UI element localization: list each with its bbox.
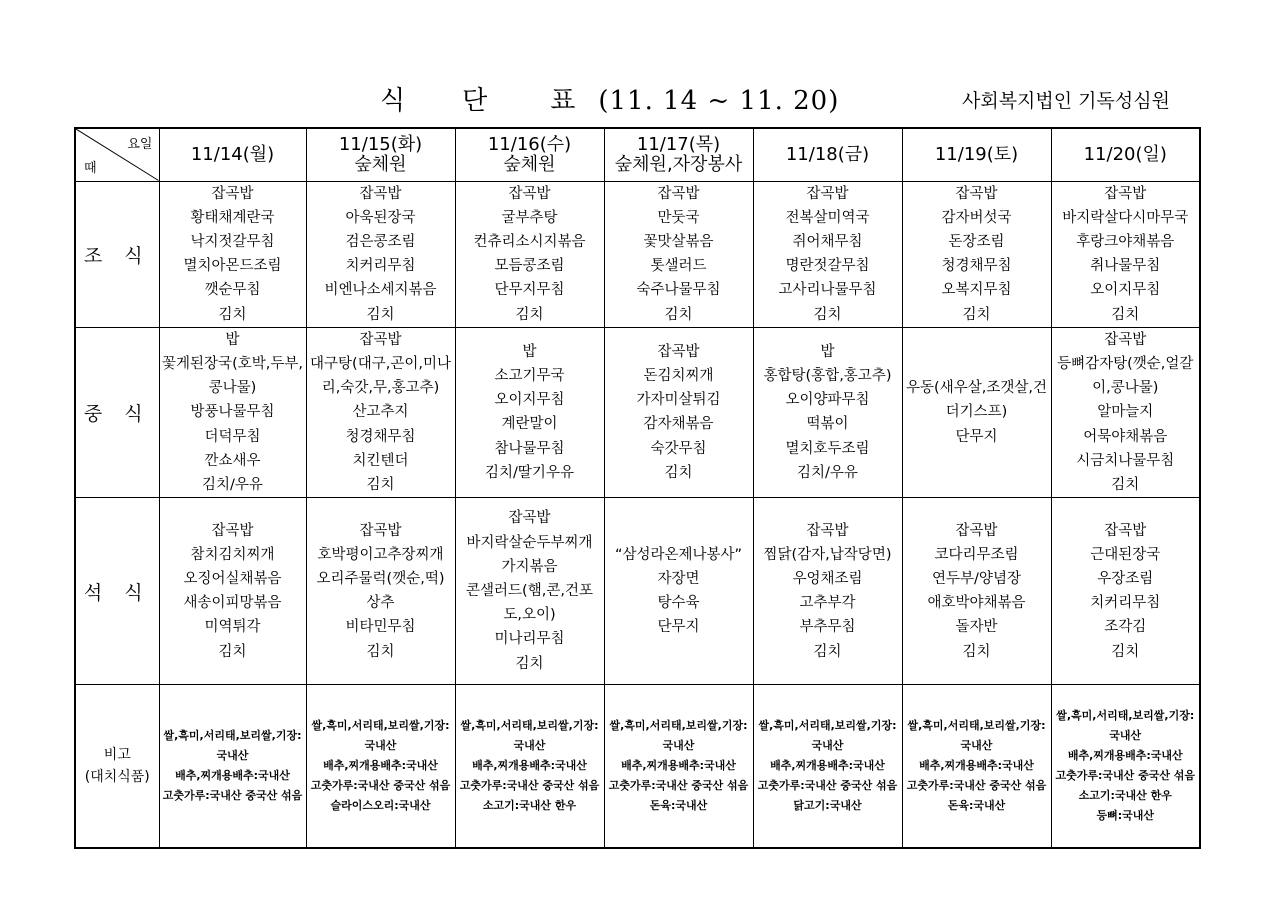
origin-note-cell [306,685,455,848]
menu-item: 검은콩조림 [345,233,416,250]
menu-cell [604,181,753,327]
meal-label-lunch: 중 식 [75,327,159,497]
origin-note: 소고기:국내산 한우 [1078,788,1172,802]
header-row [75,128,1200,181]
menu-cell [159,181,306,327]
origin-note: 쌀,흑미,서리태,보리쌀,기장:국내산 [609,718,748,752]
menu-item: 깐쇼새우 [204,452,261,469]
day-header: 11/17(목) 숲체원,자장봉사 [604,128,753,181]
day-header: 11/16(수) 숲체원 [455,128,604,181]
meal-label-dinner: 석 식 [75,498,159,685]
menu-item: 김치 [962,643,991,660]
origin-note-cell [604,685,753,848]
day-header: 11/14(월) [159,128,306,181]
menu-item: 미나리무침 [494,631,565,648]
page-title [380,80,839,117]
menu-item: 청경채무침 [941,258,1012,275]
origin-note: 배추,찌개용배추:국내산 [175,768,290,782]
menu-item: 잡곡밥 [955,522,998,539]
menu-cell [753,498,902,685]
menu-item: 잡곡밥 [508,185,551,202]
menu-cell [1051,498,1200,685]
menu-item: 잡곡밥 [955,185,998,202]
origin-note: 고춧가루:국내산 중국산 섞음 [757,778,898,792]
origin-note: 돈육:국내산 [649,798,708,812]
origin-note-cell [159,685,306,848]
menu-cell [902,181,1051,327]
menu-item: 방풍나물무침 [190,404,275,421]
menu-item: 오이지무침 [494,392,565,409]
menu-item: 우엉채조림 [792,570,863,587]
menu-item: 잡곡밥 [359,185,402,202]
menu-item: 밥 [522,343,537,360]
origin-note: 슬라이스오리:국내산 [330,798,431,812]
menu-item: 조각김 [1104,619,1147,636]
menu-item: 단무지 [657,619,700,636]
menu-item: 김치 [366,306,395,323]
menu-item: 깻순무침 [204,282,261,299]
origin-note: 쌀,흑미,서리태,보리쌀,기장:국내산 [311,718,450,752]
menu-item: 떡볶이 [806,416,849,433]
day-header: 11/19(토) [902,128,1051,181]
title-part-1: 식 [380,86,407,116]
menu-item: 명란젓갈무침 [785,258,870,275]
menu-cell [306,498,455,685]
origin-note: 배추,찌개용배추:국내산 [621,758,736,772]
menu-item: 감자버섯국 [941,209,1012,226]
menu-item: 가지볶음 [501,558,558,575]
menu-item: 김치 [1111,306,1140,323]
menu-item: 돈장조림 [948,233,1005,250]
menu-cell [753,181,902,327]
menu-table [74,127,1201,849]
menu-cell [455,327,604,497]
menu-item: 청경채무침 [345,428,416,445]
menu-item: 굴부추탕 [501,209,558,226]
menu-cell [902,327,1051,497]
menu-item: 김치 [515,306,544,323]
menu-item: 치커리무침 [345,258,416,275]
menu-item: 아욱된장국 [345,209,416,226]
menu-item: 김치 [813,643,842,660]
menu-item: 감자채볶음 [643,416,714,433]
menu-item: 바지락살순두부찌개 [466,534,593,551]
menu-item: 김치/우유 [797,464,858,481]
origin-note: 배추,찌개용배추:국내산 [770,758,885,772]
menu-item: 산고추지 [352,404,409,421]
menu-item: 고추부각 [799,595,856,612]
origin-note: 쌀,흑미,서리태,보리쌀,기장:국내산 [758,718,897,752]
origin-note: 고춧가루:국내산 중국산 섞음 [1055,768,1196,782]
title-date-range: (11. 14 ~ 11. 20) [598,86,840,116]
menu-cell [604,327,753,497]
menu-item: 우동(새우살,조갯살,건더기스프) [906,380,1047,421]
menu-item: 우장조림 [1097,570,1154,587]
menu-item: 단무지 [955,428,998,445]
menu-item: 상추 [366,595,395,612]
menu-cell [159,498,306,685]
day-header: 11/20(일) [1051,128,1200,181]
menu-item: 김치 [366,643,395,660]
notes-label: 비고 (대치식품) [75,685,159,848]
menu-item: 코다리무조림 [934,546,1019,563]
menu-cell [753,327,902,497]
menu-item: 김치 [366,476,395,493]
menu-cell [604,498,753,685]
origin-note: 쌀,흑미,서리태,보리쌀,기장:국내산 [163,728,302,762]
menu-item: 잡곡밥 [1104,331,1147,348]
menu-item: 호박평이고추장찌개 [317,546,444,563]
menu-item: 치커리무침 [1090,595,1161,612]
corner-day-label: 요일 [127,137,153,152]
origin-note: 배추,찌개용배추:국내산 [472,758,587,772]
menu-item: 잡곡밥 [806,522,849,539]
menu-item: 미역튀각 [204,619,261,636]
menu-item: 돈김치찌개 [643,368,714,385]
notes-row [75,685,1200,848]
menu-item: 바지락살다시마무국 [1062,209,1189,226]
menu-item: 비엔나소세지볶음 [324,282,437,299]
menu-item: 홍합탕(홍합,홍고추) [763,368,892,385]
origin-note: 고춧가루:국내산 중국산 섞음 [906,778,1047,792]
menu-item: 컨츄리소시지볶음 [473,233,586,250]
menu-item: 알마늘지 [1097,404,1154,421]
menu-item: 단무지무침 [494,282,565,299]
origin-note: 고춧가루:국내산 중국산 섞음 [162,788,303,802]
menu-item: 잡곡밥 [211,185,254,202]
menu-item: 오복지무침 [941,282,1012,299]
menu-item: 비타민무침 [345,619,416,636]
menu-item: 잡곡밥 [359,522,402,539]
menu-item: 시금치나물무침 [1076,452,1175,469]
origin-note: 소고기:국내산 한우 [482,798,577,812]
origin-note: 쌀,흑미,서리태,보리쌀,기장:국내산 [460,718,599,752]
meal-label-breakfast: 조 식 [75,181,159,327]
menu-item: 잡곡밥 [1104,522,1147,539]
origin-note: 쌀,흑미,서리태,보리쌀,기장:국내산 [907,718,1046,752]
menu-item: 대구탕(대구,곤이,미나리,숙갓,무,홍고추) [310,355,451,397]
menu-cell [1051,327,1200,497]
menu-item: 참나물무침 [494,440,565,457]
menu-item: 새송이피망볶음 [183,595,282,612]
menu-item: 취나물무침 [1090,258,1161,275]
menu-item: 김치 [1111,476,1140,493]
menu-item: 숙주나물무침 [636,282,721,299]
menu-item: 김치 [664,464,693,481]
origin-note-cell [455,685,604,848]
menu-item: 오이지무침 [1090,282,1161,299]
menu-item: 후랑크야채볶음 [1076,233,1175,250]
menu-cell [159,327,306,497]
menu-item: 잡곡밥 [657,343,700,360]
menu-item: 낙지젓갈무침 [190,233,275,250]
menu-cell [455,181,604,327]
menu-item: 가자미살튀김 [636,392,721,409]
origin-note: 닭고기:국내산 [793,798,862,812]
menu-item: 잡곡밥 [359,331,402,348]
organization-name: 사회복지법인 기독성심원 [962,90,1170,112]
breakfast-row [75,181,1200,327]
menu-item: 김치 [515,655,544,672]
menu-item: 오리주물럭(깻순,떡) [316,570,445,587]
day-header: 11/15(화) 숲체원 [306,128,455,181]
title-part-2: 단 [462,86,489,116]
menu-item: 부추무침 [799,619,856,636]
menu-item: 애호박야채볶음 [927,595,1026,612]
menu-item: 김치 [664,306,693,323]
menu-cell [306,181,455,327]
menu-item: 소고기무국 [494,368,565,385]
origin-note: 쌀,흑미,서리태,보리쌀,기장:국내산 [1056,708,1195,742]
menu-item: 밥 [225,331,240,348]
corner-cell [75,128,159,181]
origin-note: 등뼈:국내산 [1096,808,1155,822]
dinner-row [75,498,1200,685]
menu-item: 쥐어채무침 [792,233,863,250]
menu-item: 잡곡밥 [806,185,849,202]
menu-cell [306,327,455,497]
menu-item: 자장면 [657,570,700,587]
origin-note-cell [1051,685,1200,848]
menu-item: 치킨텐더 [352,452,409,469]
menu-item: 밥 [820,343,835,360]
menu-item: 어묵야채볶음 [1083,428,1168,445]
menu-item: 계란말이 [501,416,558,433]
menu-item: 오징어실채볶음 [183,570,282,587]
menu-item: 오이양파무침 [785,392,870,409]
menu-cell [1051,181,1200,327]
menu-item: 김치 [813,306,842,323]
menu-item: 잡곡밥 [1104,185,1147,202]
origin-note-cell [753,685,902,848]
menu-item: 꽃맛살볶음 [643,233,714,250]
day-header: 11/18(금) [753,128,902,181]
menu-item: 멸치호두조림 [785,440,870,457]
origin-note: 고춧가루:국내산 중국산 섞음 [608,778,749,792]
title-part-3: 표 [550,86,577,116]
menu-item: 김치 [218,306,247,323]
menu-item: 탕수육 [657,595,700,612]
menu-item: 김치/우유 [202,476,263,493]
menu-item: 연두부/양념장 [932,570,1021,587]
menu-item: 톳샐러드 [650,258,707,275]
origin-note-cell [902,685,1051,848]
origin-note: 고춧가루:국내산 중국산 섞음 [310,778,451,792]
menu-item: 모듬콩조림 [494,258,565,275]
menu-item: 김치 [1111,643,1140,660]
menu-item: 전복살미역국 [785,209,870,226]
menu-cell [902,498,1051,685]
menu-item: 더덕무침 [204,428,261,445]
lunch-row [75,327,1200,497]
origin-note: 배추,찌개용배추:국내산 [919,758,1034,772]
menu-item: “삼성라온제나봉사” [614,546,743,563]
menu-item: 근대된장국 [1090,546,1161,563]
menu-item: 돌자반 [955,619,998,636]
menu-item: 황태채계란국 [190,209,275,226]
menu-item: 잡곡밥 [211,522,254,539]
menu-item: 잡곡밥 [508,510,551,527]
menu-item: 콘샐러드(햄,콘,건포도,오이) [466,583,593,624]
menu-item: 참치김치찌개 [190,546,275,563]
menu-cell [455,498,604,685]
origin-note: 돈육:국내산 [947,798,1006,812]
origin-note: 고춧가루:국내산 중국산 섞음 [459,778,600,792]
origin-note: 배추,찌개용배추:국내산 [323,758,438,772]
menu-item: 김치 [962,306,991,323]
menu-item: 만둣국 [657,209,700,226]
origin-note: 배추,찌개용배추:국내산 [1067,748,1183,762]
menu-item: 고사리나물무침 [778,282,877,299]
menu-item: 숙갓무침 [650,440,707,457]
menu-item: 잡곡밥 [657,185,700,202]
menu-item: 김치/딸기우유 [485,464,574,481]
menu-item: 꽃게된장국(호박,두부,콩나물) [162,355,303,397]
menu-item: 멸치아몬드조림 [183,258,282,275]
menu-item: 등뼈감자탕(깻순,얼갈이,콩나물) [1057,355,1194,397]
corner-meal-label: 때 [84,160,97,176]
menu-item: 찜닭(감자,납작당면) [763,546,892,563]
menu-item: 김치 [218,643,247,660]
